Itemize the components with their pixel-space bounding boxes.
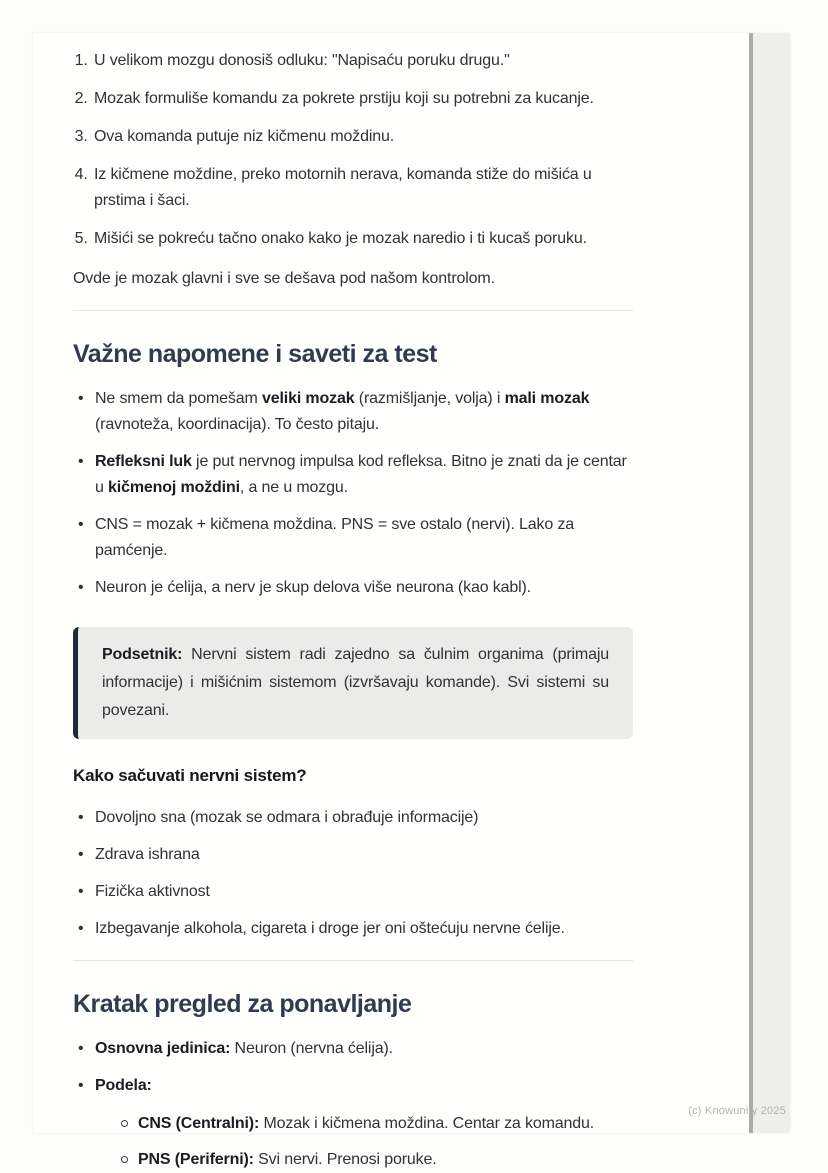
list-item-text: Iz kičmene moždine, preko motornih nerava, komanda stiže do mišića u prstima i šaci. xyxy=(94,166,592,209)
reminder-callout-text: Podsetnik: Nervni sistem radi zajedno sa čulnim organima (primaju informacije) i mišićnim sistemom (izvršavaju komande). Svi sistemi su povezani. xyxy=(102,646,609,719)
list-item-text: Mišići se pokreću tačno onako kako je mozak naredio i ti kucaš poruku. xyxy=(94,230,587,247)
list-item-text: Refleksni luk je put nervnog impulsa kod refleksa. Bitno je znati da je centar u kičmenoj moždini, a ne u mozgu. xyxy=(95,453,627,496)
list-item xyxy=(73,386,633,438)
document-page xyxy=(33,33,790,1168)
list-item xyxy=(92,48,633,74)
list-item-text: Ova komanda putuje niz kičmenu moždinu. xyxy=(94,128,395,145)
conclusion-paragraph: Ovde je mozak glavni i sve se dešava pod našom kontrolom. xyxy=(73,270,495,287)
care-bullet-list xyxy=(73,805,633,942)
list-item xyxy=(73,512,633,564)
list-item xyxy=(73,575,633,601)
process-numbered-list xyxy=(73,48,633,252)
list-item xyxy=(92,86,633,112)
list-item-text: Izbegavanje alkohola, cigareta i droge jer oni oštećuju nervne ćelije. xyxy=(95,920,565,937)
list-item xyxy=(73,1073,633,1173)
list-item-text: Ne smem da pomešam veliki mozak (razmišljanje, volja) i mali mozak (ravnoteža, koordinacija). To često pitaju. xyxy=(95,390,590,433)
list-item-text: Fizička aktivnost xyxy=(95,883,210,900)
copyright-watermark: (c) Knowunity 2025 xyxy=(688,1105,786,1117)
list-item xyxy=(73,449,633,501)
scrollbar-track[interactable] xyxy=(749,33,790,1133)
list-item-text: Dovoljno sna (mozak se odmara i obrađuje informacije) xyxy=(95,809,479,826)
list-item xyxy=(73,842,633,868)
list-item xyxy=(115,1111,633,1137)
list-item xyxy=(73,1036,633,1062)
list-item xyxy=(92,226,633,252)
list-item-text: Osnovna jedinica: Neuron (nervna ćelija). xyxy=(95,1040,393,1057)
document-content xyxy=(33,33,790,1168)
list-item-text: Zdrava ishrana xyxy=(95,846,200,863)
nested-list xyxy=(95,1111,633,1173)
notes-section-heading: Važne napomene i saveti za test xyxy=(73,340,437,368)
list-item-text: Neuron je ćelija, a nerv je skup delova više neurona (kao kabl). xyxy=(95,579,531,596)
list-item-text: PNS (Periferni): Svi nervi. Prenosi poruke. xyxy=(138,1151,437,1168)
section-divider xyxy=(73,960,633,961)
list-item-text: CNS (Centralni): Mozak i kičmena moždina. Centar za komandu. xyxy=(138,1115,595,1132)
section-divider xyxy=(73,310,633,311)
list-item xyxy=(92,124,633,150)
review-bullet-list xyxy=(73,1036,633,1173)
reminder-callout xyxy=(73,627,633,739)
notes-bullet-list xyxy=(73,386,633,601)
list-item-text: CNS = mozak + kičmena moždina. PNS = sve ostalo (nervi). Lako za pamćenje. xyxy=(95,516,575,559)
list-item-text: Podela: xyxy=(95,1077,152,1094)
list-item-text: U velikom mozgu donosiš odluku: "Napisaću poruku drugu." xyxy=(94,52,510,69)
review-section-heading: Kratak pregled za ponavljanje xyxy=(73,990,412,1018)
list-item xyxy=(92,162,633,214)
list-item xyxy=(73,916,633,942)
list-item xyxy=(73,805,633,831)
care-sub-heading: Kako sačuvati nervni sistem? xyxy=(73,766,307,785)
list-item-text: Mozak formuliše komandu za pokrete prstiju koji su potrebni za kucanje. xyxy=(94,90,594,107)
list-item xyxy=(115,1147,633,1173)
list-item xyxy=(73,879,633,905)
